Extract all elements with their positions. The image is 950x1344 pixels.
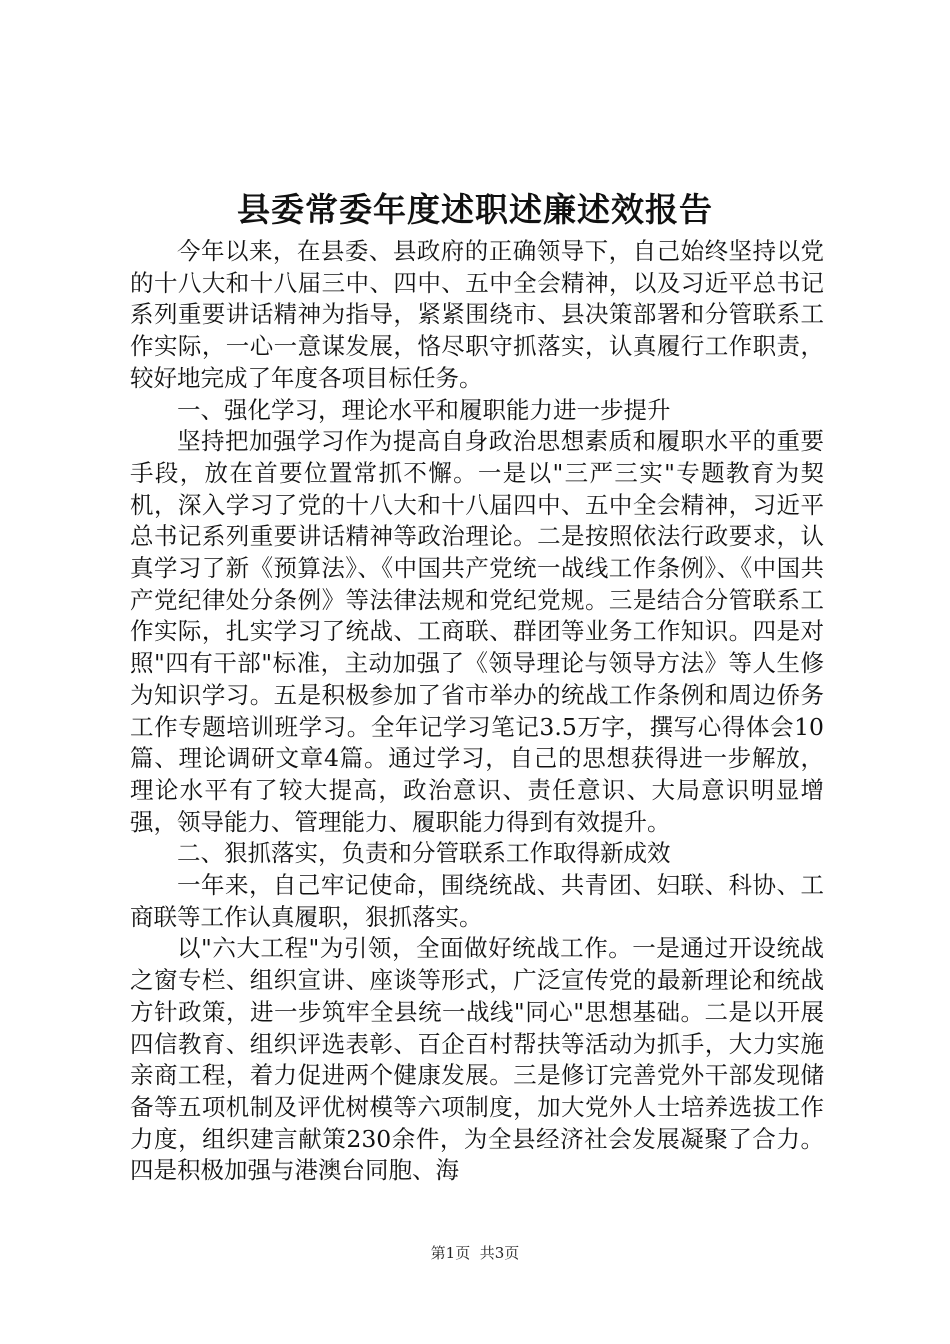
paragraph-intro: 今年以来，在县委、县政府的正确领导下，自己始终坚持以党的十八大和十八届三中、四中、五中全会精神，以及习近平总书记系列重要讲话精神为指导，紧紧围绕市、县决策部署和分管联系工作实际，一心一意谋发展，恪尽职守抓落实，认真履行工作职责，较好地完成了年度各项目标任务。: [130, 237, 824, 392]
footer-spacer: [470, 1244, 480, 1262]
section-heading-1: 一、强化学习，理论水平和履职能力进一步提升: [177, 395, 671, 424]
paragraph-study: 坚持把加强学习作为提高自身政治思想素质和履职水平的重要手段，放在首要位置常抓不懈。一是以"三严三实"专题教育为契机，深入学习了党的十八大和十八届四中、五中全会精神，习近平总书记系列重要讲话精神等政治理论。二是按照依法行政要求，认真学习了新《预算法》、《中国共产党统一战线工作条例》、《中国共产党纪律处分条例》等法律法规和党纪党规。三是结合分管联系工作实际，扎实学习了统战、工商联、群团等业务工作知识。四是对照"四有干部"标准，主动加强了《领导理论与领导方法》等人生修为知识学习。五是积极参加了省市举办的统战工作条例和周边侨务工作专题培训班学习。全年记学习笔记3.5万字，撰写心得体会10篇、理论调研文章4篇。通过学习，自己的思想获得进一步解放，理论水平有了较大提高，政治意识、责任意识、大局意识明显增强，领导能力、管理能力、履职能力得到有效提升。: [130, 427, 824, 836]
page-total: 共3页: [479, 1244, 520, 1262]
page-footer: [0, 1243, 950, 1263]
document-title: 县委常委年度述职述廉述效报告: [237, 190, 713, 229]
document-body: [130, 236, 824, 1187]
page-number: 第1页: [430, 1244, 471, 1262]
paragraph-duties: 一年来，自己牢记使命，围绕统战、共青团、妇联、科协、工商联等工作认真履职，狠抓落实。: [130, 871, 824, 931]
section-heading-2: 二、狠抓落实，负责和分管联系工作取得新成效: [177, 839, 671, 868]
paragraph-united-front: 以"六大工程"为引领，全面做好统战工作。一是通过开设统战之窗专栏、组织宣讲、座谈等形式，广泛宣传党的最新理论和统战方针政策，进一步筑牢全县统一战线"同心"思想基础。二是以开展四信教育、组织评选表彰、百企百村帮扶等活动为抓手，大力实施亲商工程，着力促进两个健康发展。三是修订完善党外干部发现储备等五项机制及评优树模等六项制度，加大党外人士培养选拔工作力度，组织建言献策230余件，为全县经济社会发展凝聚了合力。四是积极加强与港澳台同胞、海: [130, 934, 824, 1185]
